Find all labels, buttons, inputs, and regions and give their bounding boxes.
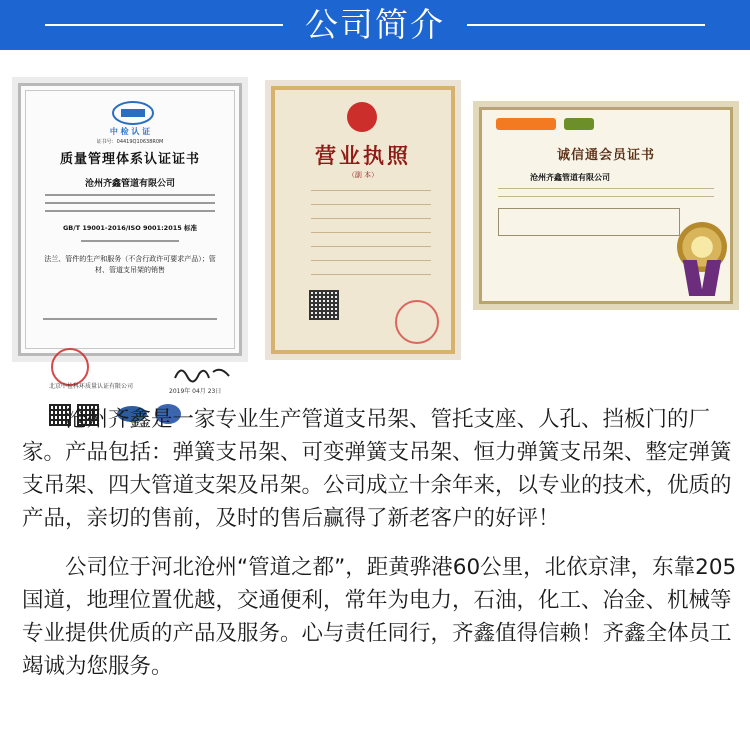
certificate-table [498, 208, 680, 236]
qr-code-icon [309, 290, 339, 320]
certificate-date: 2019年 04月 23日 [169, 388, 222, 395]
member-certificate-image [473, 101, 739, 310]
alibaba-logo-icon [496, 118, 556, 130]
member-certificate-company: 沧州齐鑫管道有限公司 [530, 173, 610, 182]
national-emblem-icon [347, 102, 377, 132]
license-title: 营业执照 [315, 144, 411, 168]
certificate-number: 证书号：04419Q10638R0M [96, 139, 164, 145]
intro-paragraph-2: 公司位于河北沧州“管道之都”，距黄骅港60公里，北依京津，东靠205国道，地理位置优越，交通便利，常年为电力，石油，化工、冶金、机械等专业提供优质的产品及服务。心与责任同行，齐鑫值得信赖！齐鑫全体员工竭诚为您服务。 [22, 555, 737, 679]
business-license-image [265, 80, 461, 360]
certificate-standard: GB/T 19001-2016/ISO 9001:2015 标准 [62, 224, 198, 232]
header-line-left [45, 24, 283, 26]
header-line-right [467, 24, 705, 26]
certificate-company: 沧州齐鑫管道有限公司 [84, 179, 175, 189]
signature-icon [171, 362, 235, 386]
member-certificate-title: 诚信通会员证书 [556, 148, 655, 163]
intro-paragraph-1: 沧州齐鑫是一家专业生产管道支吊架、管托支座、人孔、挡板门的厂家。产品包括：弹簧支吊架、可变弹簧支吊架、恒力弹簧支吊架、整定弹簧支吊架、四大管道支架及吊架。公司成立十余年来，以专业的技术，优质的产品，亲切的售前，及时的售后赢得了新老客户的好评！ [22, 407, 732, 531]
certificate-scope: 法兰、管件的生产和服务（不含行政许可要求产品）；管材、管道支吊架的销售 [44, 255, 216, 274]
license-subtitle: （副 本） [347, 171, 379, 179]
certificate-issuer: 北京中检科环质量认证有限公司 [49, 383, 134, 390]
certificate-title: 质量管理体系认证证书 [59, 152, 200, 167]
page-title: 公司简介 [305, 5, 445, 44]
page-header [0, 0, 750, 50]
quality-certificate-image [12, 77, 248, 395]
chengxintong-logo-icon [564, 118, 594, 130]
red-stamp-icon [395, 300, 439, 344]
zjqc-logo-icon [111, 100, 155, 126]
certificate-brand: 中 检 认 证 [109, 127, 151, 136]
